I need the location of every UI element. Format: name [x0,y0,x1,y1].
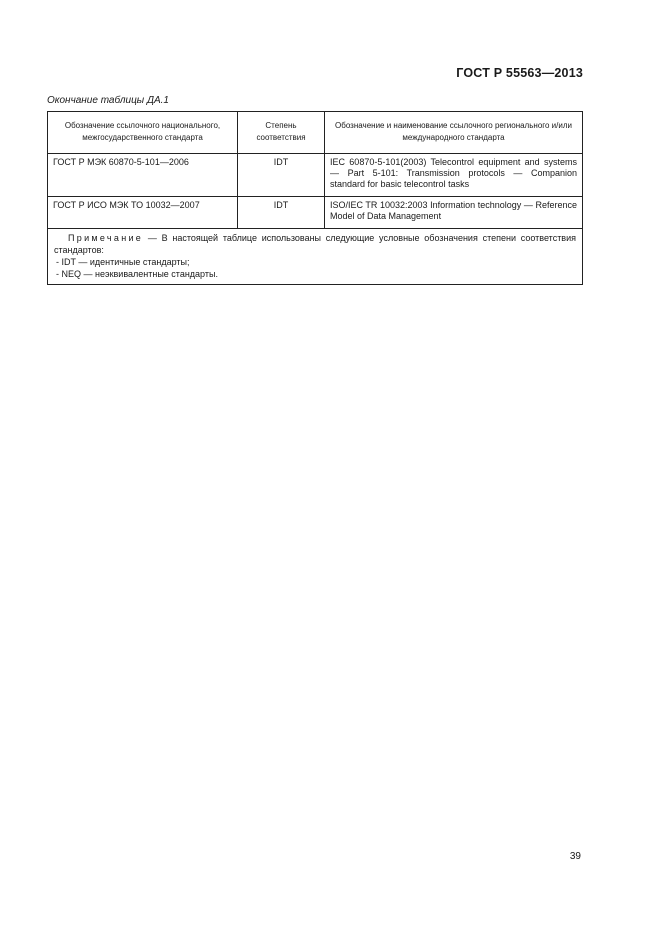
page-number: 39 [569,851,581,862]
note-text [54,232,576,256]
degree-cell: IDT [238,197,325,229]
table-header-row [48,112,583,154]
table-note-row [48,229,583,285]
note-body: — В настоящей таблице использованы следующие условные обозначения степени соответствия стандартов: [54,233,576,255]
reference-standards-table [47,111,583,285]
degree-cell: IDT [238,154,325,197]
table-row [48,197,583,229]
document-code: ГОСТ Р 55563—2013 [456,66,583,80]
header-national-standard: Обозначение ссылочного национального, межгосударственного стандарта [48,112,238,154]
table-caption: Окончание таблицы ДА.1 [47,95,169,106]
note-label: Примечание [68,233,144,243]
header-degree-of-conformity: Степень соответствия [238,112,325,154]
note-list-item: - IDT — идентичные стандарты; [56,257,190,267]
international-standard-cell: IEC 60870-5-101(2003) Telecontrol equipment and systems — Part 5-101: Transmission protocols — Companion standard for basic telecontrol tasks [325,154,583,197]
national-standard-cell: ГОСТ Р МЭК 60870-5-101—2006 [48,154,238,197]
international-standard-cell: ISO/IEC TR 10032:2003 Information technology — Reference Model of Data Management [325,197,583,229]
table-row [48,154,583,197]
header-international-standard: Обозначение и наименование ссылочного регионального и/или международного стандарта [325,112,583,154]
note-list-item: - NEQ — неэквивалентные стандарты. [56,269,218,279]
national-standard-cell: ГОСТ Р ИСО МЭК ТО 10032—2007 [48,197,238,229]
table-note-cell [48,229,583,285]
